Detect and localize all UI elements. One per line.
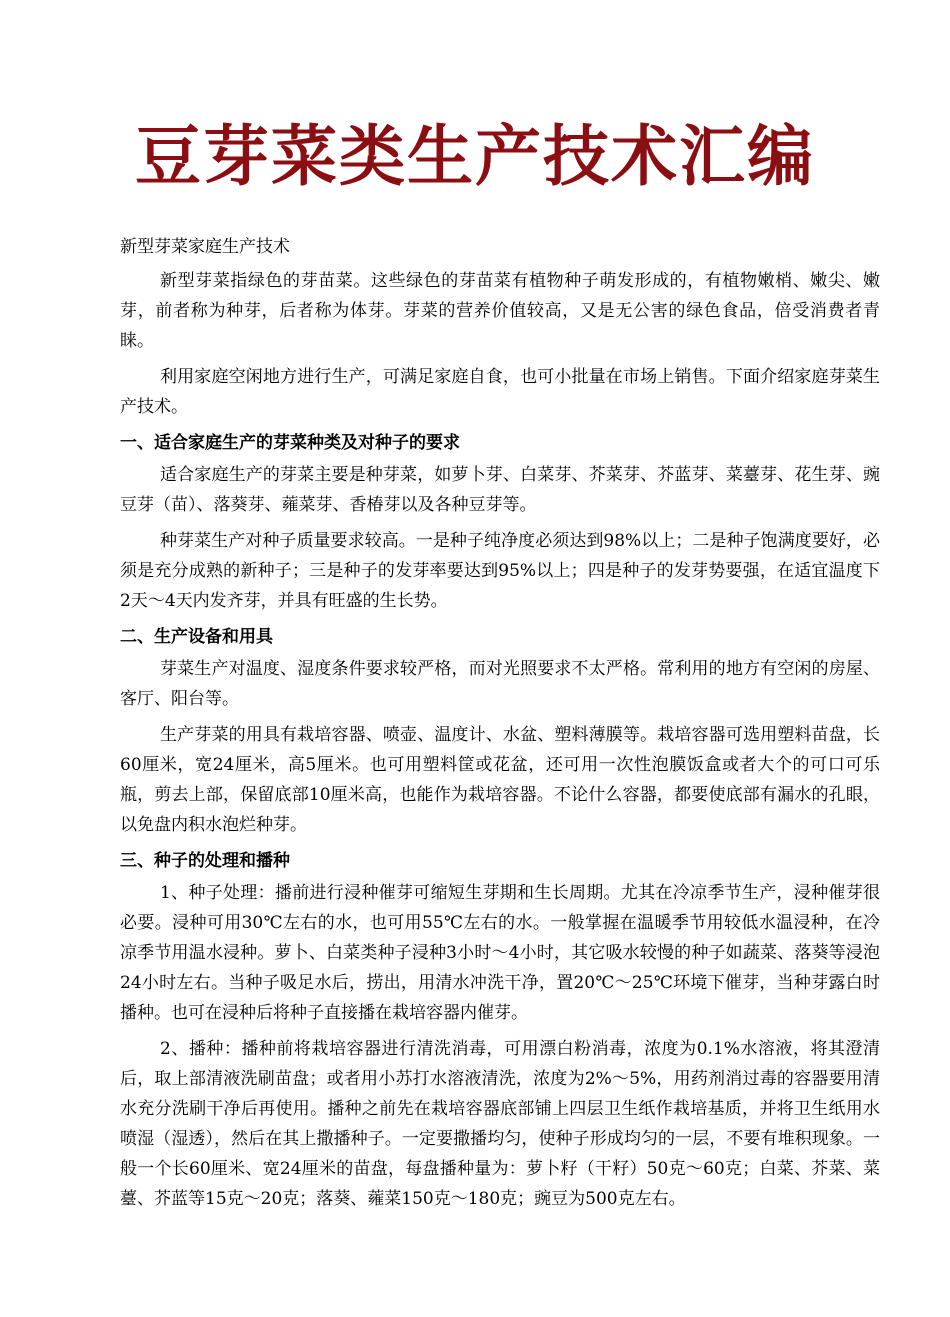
section-paragraph: 适合家庭生产的芽菜主要是种芽菜，如萝卜芽、白菜芽、芥菜芽、芥蓝芽、菜薹芽、花生芽、豌豆芽（苗）、落葵芽、蕹菜芽、香椿芽以及各种豆芽等。 (120, 465, 880, 515)
intro-paragraph: 利用家庭空闲地方进行生产，可满足家庭自食，也可小批量在市场上销售。下面介绍家庭芽菜生产技术。 (120, 367, 880, 417)
section-paragraph: 2、播种：播种前将栽培容器进行清洗消毒，可用漂白粉消毒，浓度为0.1%水溶液，将其澄清后，取上部清液洗刷苗盘；或者用小苏打水溶液清洗，浓度为2%～5%，用药剂消过毒的容器要用清水充分洗刷干净后再使用。播种之前先在栽培容器底部铺上四层卫生纸作栽培基质，并将卫生纸用水喷湿（湿透），然后在其上撒播种子。一定要撒播均匀，使种子形成均匀的一层，不要有堆积现象。一般一个长60厘米、宽24厘米的苗盘，每盘播种量为：萝卜籽（干籽）50克～60克；白菜、芥菜、菜薹、芥蓝等15克～20克；落葵、蕹菜150克～180克；豌豆为500克左右。 (120, 1039, 880, 1209)
document-title: 豆芽菜类生产技术汇编 (135, 117, 815, 195)
section-heading: 二、生产设备和用具 (120, 627, 273, 647)
section-paragraph: 1、种子处理：播前进行浸种催芽可缩短生芽期和生长周期。尤其在冷凉季节生产，浸种催芽很必要。浸种可用30℃左右的水，也可用55℃左右的水。一般掌握在温暖季节用较低水温浸种，在冷凉季节用温水浸种。萝卜、白菜类种子浸种3小时～4小时，其它吸水较慢的种子如蔬菜、落葵等浸泡24小时左右。当种子吸足水后，捞出，用清水冲洗干净，置20℃～25℃环境下催芽，当种芽露白时播种。也可在浸种后将种子直接播在栽培容器内催芽。 (120, 883, 880, 1023)
intro-paragraph: 新型芽菜指绿色的芽苗菜。这些绿色的芽苗菜有植物种子萌发形成的，有植物嫩梢、嫩尖、嫩芽，前者称为种芽，后者称为体芽。芽菜的营养价值较高，又是无公害的绿色食品，倍受消费者青睐。 (120, 271, 880, 351)
document-body (120, 232, 880, 1220)
section-heading: 三、种子的处理和播种 (120, 851, 290, 871)
section-paragraph: 芽菜生产对温度、湿度条件要求较严格，而对光照要求不太严格。常利用的地方有空闲的房屋、客厅、阳台等。 (120, 659, 880, 709)
section-paragraph: 种芽菜生产对种子质量要求较高。一是种子纯净度必须达到98%以上；二是种子饱满度要好，必须是充分成熟的新种子；三是种子的发芽率要达到95%以上；四是种子的发芽势要强，在适宜温度下2天～4天内发齐芽，并具有旺盛的生长势。 (120, 531, 880, 611)
section-paragraph: 生产芽菜的用具有栽培容器、喷壶、温度计、水盆、塑料薄膜等。栽培容器可选用塑料苗盘，长60厘米，宽24厘米，高5厘米。也可用塑料筐或花盆，还可用一次性泡膜饭盒或者大个的可口可乐瓶，剪去上部，保留底部10厘米高，也能作为栽培容器。不论什么容器，都要使底部有漏水的孔眼，以免盘内积水泡烂种芽。 (120, 725, 880, 835)
document-subtitle: 新型芽菜家庭生产技术 (120, 237, 290, 257)
section-heading: 一、适合家庭生产的芽菜种类及对种子的要求 (120, 433, 460, 453)
